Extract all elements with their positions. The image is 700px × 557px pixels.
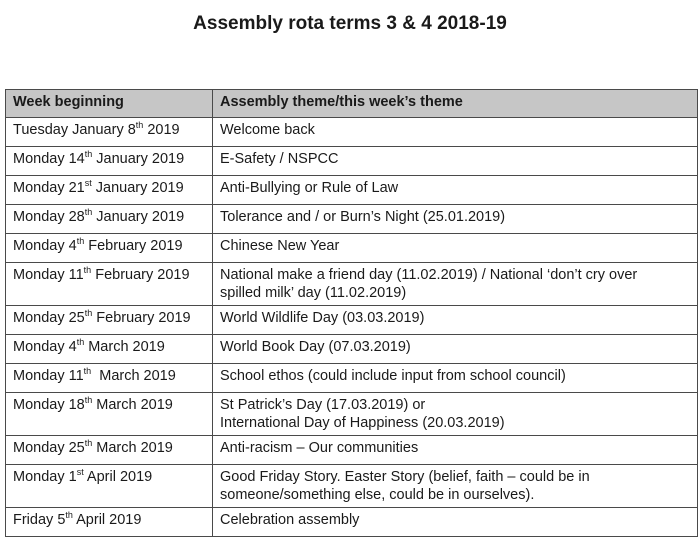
week-day: Monday 21	[13, 180, 85, 196]
table-row	[6, 364, 698, 393]
ordinal-suffix: th	[135, 120, 144, 130]
table-row	[6, 393, 698, 436]
week-cell	[6, 436, 213, 465]
week-month-year: March 2019	[92, 397, 173, 413]
week-day: Monday 1	[13, 469, 77, 485]
week-month-year: January 2019	[91, 180, 184, 196]
table-row	[6, 234, 698, 263]
theme-cell	[213, 205, 698, 234]
ordinal-suffix: th	[84, 438, 93, 448]
theme-cell	[213, 335, 698, 364]
table-row	[6, 436, 698, 465]
week-month-year: February 2019	[91, 267, 190, 283]
week-cell	[6, 306, 213, 335]
table-row	[6, 335, 698, 364]
week-month-year: April 2019	[83, 469, 153, 485]
theme-text: Welcome back	[220, 122, 315, 138]
theme-text: Anti-racism – Our communities	[220, 440, 419, 456]
week-cell	[6, 176, 213, 205]
table-row	[6, 508, 698, 537]
ordinal-suffix: st	[84, 178, 92, 188]
week-cell	[6, 118, 213, 147]
week-month-year: April 2019	[72, 512, 142, 528]
theme-text: National make a friend day (11.02.2019) / National ‘don’t cry over	[220, 267, 638, 283]
theme-text: School ethos (could include input from school council)	[220, 368, 566, 384]
theme-text: Tolerance and / or Burn’s Night (25.01.2019)	[220, 209, 506, 225]
theme-text-continued: International Day of Happiness (20.03.2019)	[220, 415, 505, 431]
ordinal-suffix: th	[84, 207, 93, 217]
ordinal-suffix: th	[76, 337, 85, 347]
ordinal-suffix: th	[83, 366, 92, 376]
week-month-year: March 2019	[84, 339, 165, 355]
week-day: Monday 4	[13, 238, 77, 254]
ordinal-suffix: th	[83, 265, 92, 275]
page-title: Assembly rota terms 3 & 4 2018-19	[193, 13, 507, 34]
week-month-year: 2019	[143, 122, 180, 138]
theme-text: Chinese New Year	[220, 238, 340, 254]
ordinal-suffix: th	[65, 510, 73, 520]
week-day: Monday 11	[13, 368, 84, 384]
theme-text: E-Safety / NSPCC	[220, 151, 339, 167]
table-row	[6, 465, 698, 508]
week-month-year: February 2019	[92, 310, 191, 326]
week-cell	[6, 393, 213, 436]
theme-cell	[213, 393, 698, 436]
assembly-rota-table	[5, 89, 698, 537]
header-week-beginning: Week beginning	[6, 90, 213, 118]
table-row	[6, 205, 698, 234]
week-month-year: March 2019	[92, 440, 173, 456]
week-day: Friday 5	[13, 512, 66, 528]
week-day: Monday 14	[13, 151, 85, 167]
theme-cell	[213, 364, 698, 393]
table-row	[6, 306, 698, 335]
week-cell	[6, 364, 213, 393]
week-day: Monday 25	[13, 310, 85, 326]
ordinal-suffix: th	[84, 149, 93, 159]
week-cell	[6, 335, 213, 364]
table-row	[6, 263, 698, 306]
week-cell	[6, 508, 213, 537]
table-row	[6, 147, 698, 176]
week-month-year: January 2019	[92, 151, 185, 167]
table-header-row	[6, 90, 698, 118]
theme-cell	[213, 147, 698, 176]
week-day: Monday 28	[13, 209, 85, 225]
week-month-year: February 2019	[84, 238, 183, 254]
week-month-year: January 2019	[92, 209, 185, 225]
week-month-year: March 2019	[91, 368, 176, 384]
week-day: Monday 11	[13, 267, 84, 283]
week-day: Tuesday January 8	[13, 122, 136, 138]
week-cell	[6, 263, 213, 306]
ordinal-suffix: th	[84, 395, 93, 405]
theme-text: Celebration assembly	[220, 512, 360, 528]
week-cell	[6, 234, 213, 263]
ordinal-suffix: st	[76, 467, 84, 477]
theme-cell	[213, 263, 698, 306]
theme-text: World Wildlife Day (03.03.2019)	[220, 310, 425, 326]
theme-cell	[213, 508, 698, 537]
week-cell	[6, 465, 213, 508]
theme-cell	[213, 306, 698, 335]
theme-text: Anti-Bullying or Rule of Law	[220, 180, 399, 196]
theme-text-continued: someone/something else, could be in ourselves).	[220, 487, 535, 503]
theme-text: Good Friday Story. Easter Story (belief, faith – could be in	[220, 469, 590, 485]
ordinal-suffix: th	[84, 308, 93, 318]
table-row	[6, 176, 698, 205]
theme-text-continued: spilled milk’ day (11.02.2019)	[220, 285, 407, 301]
table-row	[6, 118, 698, 147]
theme-cell	[213, 176, 698, 205]
theme-text: St Patrick’s Day (17.03.2019) or	[220, 397, 426, 413]
week-cell	[6, 205, 213, 234]
theme-text: World Book Day (07.03.2019)	[220, 339, 411, 355]
theme-cell	[213, 234, 698, 263]
week-day: Monday 18	[13, 397, 85, 413]
header-assembly-theme: Assembly theme/this week’s theme	[213, 90, 698, 118]
week-day: Monday 25	[13, 440, 85, 456]
week-day: Monday 4	[13, 339, 77, 355]
theme-cell	[213, 118, 698, 147]
week-cell	[6, 147, 213, 176]
theme-cell	[213, 465, 698, 508]
ordinal-suffix: th	[76, 236, 85, 246]
theme-cell	[213, 436, 698, 465]
